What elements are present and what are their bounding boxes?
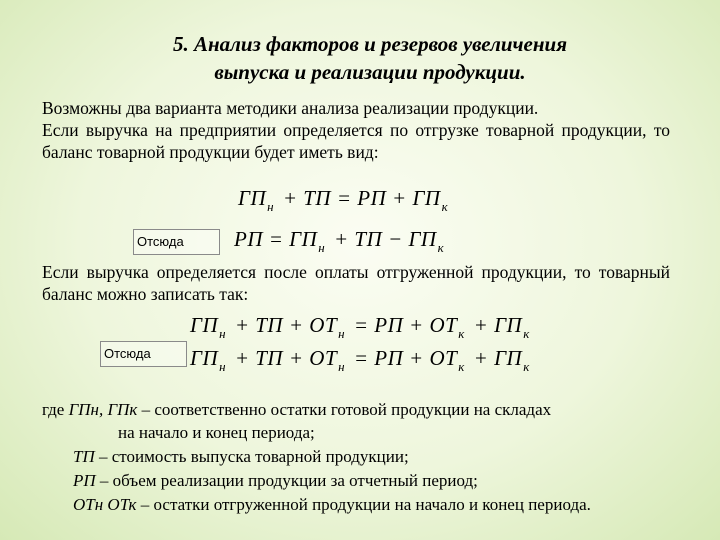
sales-formula-1: РП = $ГП_н$ + ТП − $ГП_к$ [234,227,445,255]
definition-tp: ТП – стоимость выпуска товарной продукции; [73,447,409,466]
slide-title [0,30,720,86]
hence-label-2: Отсюда [100,341,187,367]
intro-line-1: Возможны два варианта методики анализа реализации продукции. [42,98,539,118]
title-line-2: выпуска и реализации продукции. [214,60,526,84]
definition-ot: ОТн ОТк – остатки отгруженной продукции на начало и конец периода. [73,495,591,514]
definition-rp: РП – объем реализации продукции за отчетный период; [73,471,478,490]
intro-paragraph: Если выручка на предприятии определяется по отгрузке товарной продукции, то баланс товарной продукции будет иметь вид: [42,120,670,162]
intro-text [42,97,670,163]
title-line-1: 5. Анализ факторов и резервов увеличения [172,32,568,56]
balance-formula-1: $ГП_н$ + ТП = РП + $ГП_к$ [238,186,449,214]
second-method-text: Если выручка определяется после оплаты отгруженной продукции, то товарный баланс можно записать так: [42,262,670,304]
balance-formula-2: $ГП_н$ + ТП + $ОТ_н$ = РП + $ОТ_к + ГП_к$ [190,313,530,341]
hence-label-1: Отсюда [133,229,220,255]
definition-gp-cont: на начало и конец периода; [118,423,315,442]
balance-formula-3: $ГП_н$ + ТП + $ОТ_н$ = РП + $ОТ_к + ГП_к$ [190,346,530,374]
definition-gp: где ГПн, ГПк – соответственно остатки готовой продукции на складах [42,400,552,419]
